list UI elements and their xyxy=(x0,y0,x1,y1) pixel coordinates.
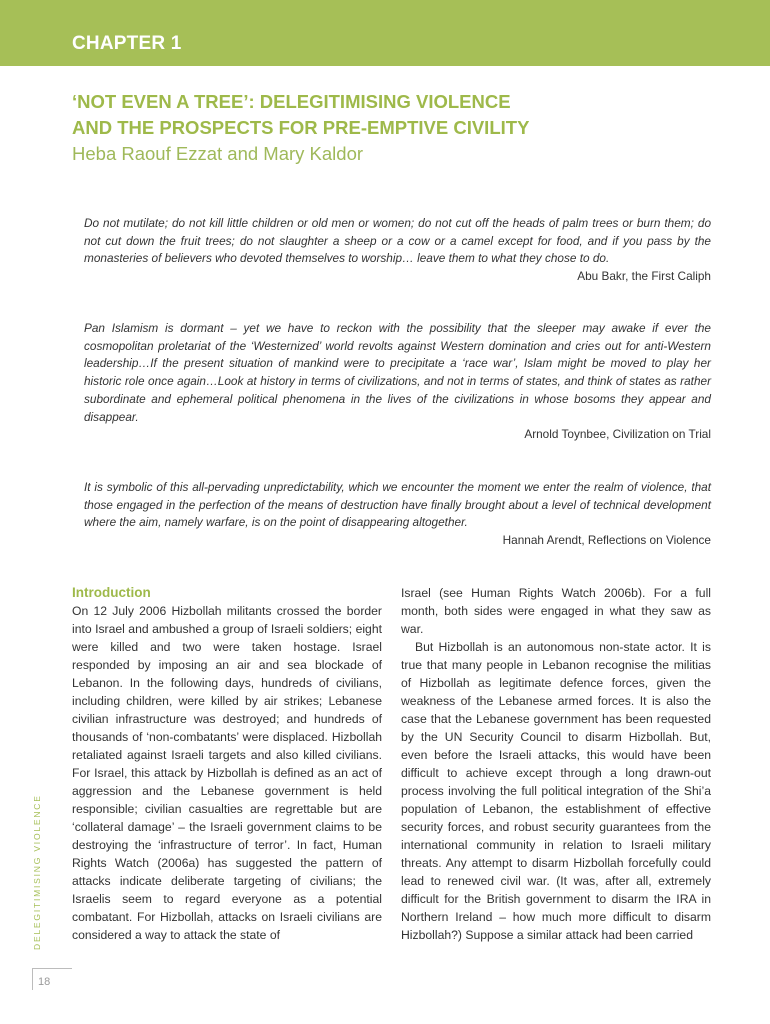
epigraph-abu-bakr xyxy=(84,215,711,286)
epigraph-arendt xyxy=(84,479,711,550)
body-paragraph: Israel (see Human Rights Watch 2006b). For a full month, both sides were engaged in what they saw as war. xyxy=(401,586,711,636)
page-number-rule-vertical xyxy=(32,968,33,990)
running-section-label: DELEGITIMISING VIOLENCE xyxy=(32,794,42,950)
page-number: 18 xyxy=(38,976,51,988)
chapter-label: CHAPTER 1 xyxy=(72,33,182,54)
section-heading-introduction: Introduction xyxy=(72,585,151,600)
body-paragraph: On 12 July 2006 Hizbollah militants crossed the border into Israel and ambushed a group of Israeli soldiers; eight were killed and two were taken hostage. Israel responded by imposing an air and sea blockade of Lebanon. In the following days, hundreds of civilians, including children, were killed by air strikes; Lebanese civilian infrastructure was destroyed; and hundreds of thousands of ‘non-combatants’ were displaced. Hizbollah retaliated against Israeli targets and also killed civilians. For Israel, this attack by Hizbollah is defined as an act of aggression and the Lebanese government is held responsible; civilian casualties are regrettable but are ‘collateral damage’ – the Israeli government claims to be destroying the ‘infrastructure of terror’. In fact, Human Rights Watch (2006a) has suggested the pattern of attacks indicate deliberate targeting of civilians; the Israelis seem to regard everyone as a potential combatant. For Hizbollah, attacks on Israeli civilians are considered a way to attack the state of xyxy=(72,604,382,942)
body-paragraph: But Hizbollah is an autonomous non-state actor. It is true that many people in Lebanon recognise the militias of Hizbollah as legitimate defence forces, given the weakness of the Lebanese armed forces. It is also the case that the Lebanese government has been requested by the UN Security Council to disarm Hizbollah. But, even before the Israeli attacks, this would have been difficult to achieve except through a long drawn-out process involving the full political integration of the Shi’a population of Lebanon, the establishment of effective security forces, and robust security guarantees from the international community in relation to Israeli military threats. Any attempt to disarm Hizbollah forcefully could lead to renewed civil war. (It was, after all, extremely difficult for the British government to disarm the IRA in Northern Ireland – how much more difficult to disarm Hizbollah?) Suppose a similar attack had been carried xyxy=(401,640,711,942)
epigraph-attribution: Abu Bakr, the First Caliph xyxy=(577,269,711,284)
chapter-authors: Heba Raouf Ezzat and Mary Kaldor xyxy=(72,143,364,164)
epigraph-attribution: Arnold Toynbee, Civilization on Trial xyxy=(524,427,711,442)
epigraph-quote: Pan Islamism is dormant – yet we have to reckon with the possibility that the sleeper may awake if ever the cosmopolitan proletariat of the ‘Westernized’ world revolts against Western domination and cries out for anti-Western leadership…If the present situation of mankind were to precipitate a ‘race war’, Islam might be moved to play her historic role once again…Look at history in terms of civilizations, and not in terms of states, and think of states as rather subordinate and ephemeral political phenomena in the lives of the civilizations in whose bosoms they appear and disappear. xyxy=(84,321,711,424)
chapter-title-line-1: ‘NOT EVEN A TREE’: DELEGITIMISING VIOLENCE xyxy=(72,91,511,112)
epigraph-quote: Do not mutilate; do not kill little children or old men or women; do not cut off the heads of palm trees or burn them; do not cut down the fruit trees; do not slaughter a sheep or a cow or a camel except for food, and if you pass by the monasteries of believers who devoted themselves to worship… leave them to what they chose to do. xyxy=(84,216,711,266)
body-column-right xyxy=(401,584,711,944)
chapter-title xyxy=(72,89,712,141)
page-number-rule xyxy=(32,968,72,969)
body-column-left xyxy=(72,584,382,944)
epigraph-attribution: Hannah Arendt, Reflections on Violence xyxy=(502,533,711,548)
chapter-title-line-2: AND THE PROSPECTS FOR PRE-EMPTIVE CIVILITY xyxy=(72,117,530,138)
epigraph-toynbee xyxy=(84,320,711,444)
epigraph-quote: It is symbolic of this all-pervading unpredictability, which we encounter the moment we enter the realm of violence, that those engaged in the perfection of the means of destruction have finally brought about a level of technical development where the aim, namely warfare, is on the point of disappearing altogether. xyxy=(84,480,711,530)
